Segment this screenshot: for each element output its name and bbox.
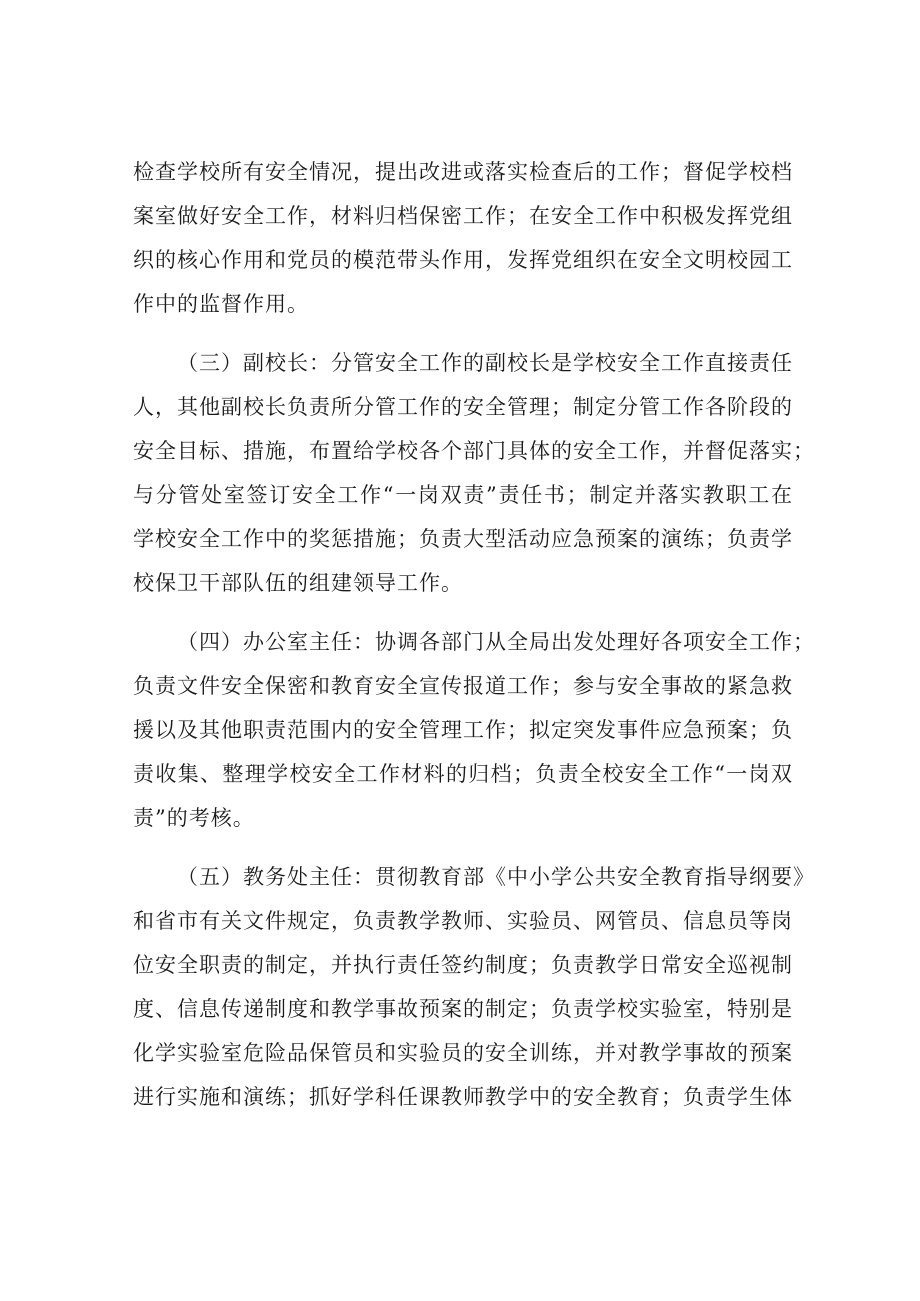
paragraph-line: 责”的考核。 xyxy=(133,806,255,830)
paragraph-line: 学校安全工作中的奖惩措施；负责大型活动应急预案的演练；负责学 xyxy=(133,527,793,551)
paragraph-line: 作中的监督作用。 xyxy=(133,292,309,316)
paragraph-line: 检查学校所有安全情况，提出改进或落实检查后的工作；督促学校档 xyxy=(133,160,793,184)
paragraph-line: （五）教务处主任：贯彻教育部《中小学公共安全教育指导纲要》 xyxy=(177,865,815,889)
paragraph-line: （四）办公室主任：协调各部门从全局出发处理好各项安全工作； xyxy=(177,630,815,654)
paragraph-line: 位安全职责的制定，并执行责任签约制度；负责教学日常安全巡视制 xyxy=(133,953,793,977)
paragraph-line: 援以及其他职责范围内的安全管理工作；拟定突发事件应急预案；负 xyxy=(133,718,793,742)
paragraph-line: 安全目标、措施，布置给学校各个部门具体的安全工作，并督促落实； xyxy=(133,439,815,463)
paragraph-vice-principal xyxy=(133,341,815,605)
paragraph-line: 校保卫干部队伍的组建领导工作。 xyxy=(133,571,463,595)
paragraph-line: 度、信息传递制度和教学事故预案的制定；负责学校实验室，特别是 xyxy=(133,997,793,1021)
paragraph-line: 案室做好安全工作，材料归档保密工作；在安全工作中积极发挥党组 xyxy=(133,204,793,228)
paragraph-academic-director xyxy=(133,855,815,1119)
paragraph-line: 织的核心作用和党员的模范带头作用，发挥党组织在安全文明校园工 xyxy=(133,248,793,272)
paragraph-1 xyxy=(133,150,793,326)
paragraph-line: 与分管处室签订安全工作“一岗双责”责任书；制定并落实教职工在 xyxy=(133,483,793,507)
paragraph-line: 和省市有关文件规定，负责教学教师、实验员、网管员、信息员等岗 xyxy=(133,909,793,933)
paragraph-office-director xyxy=(133,620,815,840)
paragraph-line: 化学实验室危险品保管员和实验员的安全训练，并对教学事故的预案 xyxy=(133,1041,793,1065)
document-body xyxy=(133,150,815,1119)
paragraph-line: 负责文件安全保密和教育安全宣传报道工作；参与安全事故的紧急救 xyxy=(133,674,793,698)
paragraph-line: 责收集、整理学校安全工作材料的归档；负责全校安全工作“一岗双 xyxy=(133,762,793,786)
paragraph-line: 人，其他副校长负责所分管工作的安全管理；制定分管工作各阶段的 xyxy=(133,395,793,419)
paragraph-line: （三）副校长：分管安全工作的副校长是学校安全工作直接责任 xyxy=(177,351,793,375)
paragraph-line: 进行实施和演练；抓好学科任课教师教学中的安全教育；负责学生体 xyxy=(133,1085,793,1109)
